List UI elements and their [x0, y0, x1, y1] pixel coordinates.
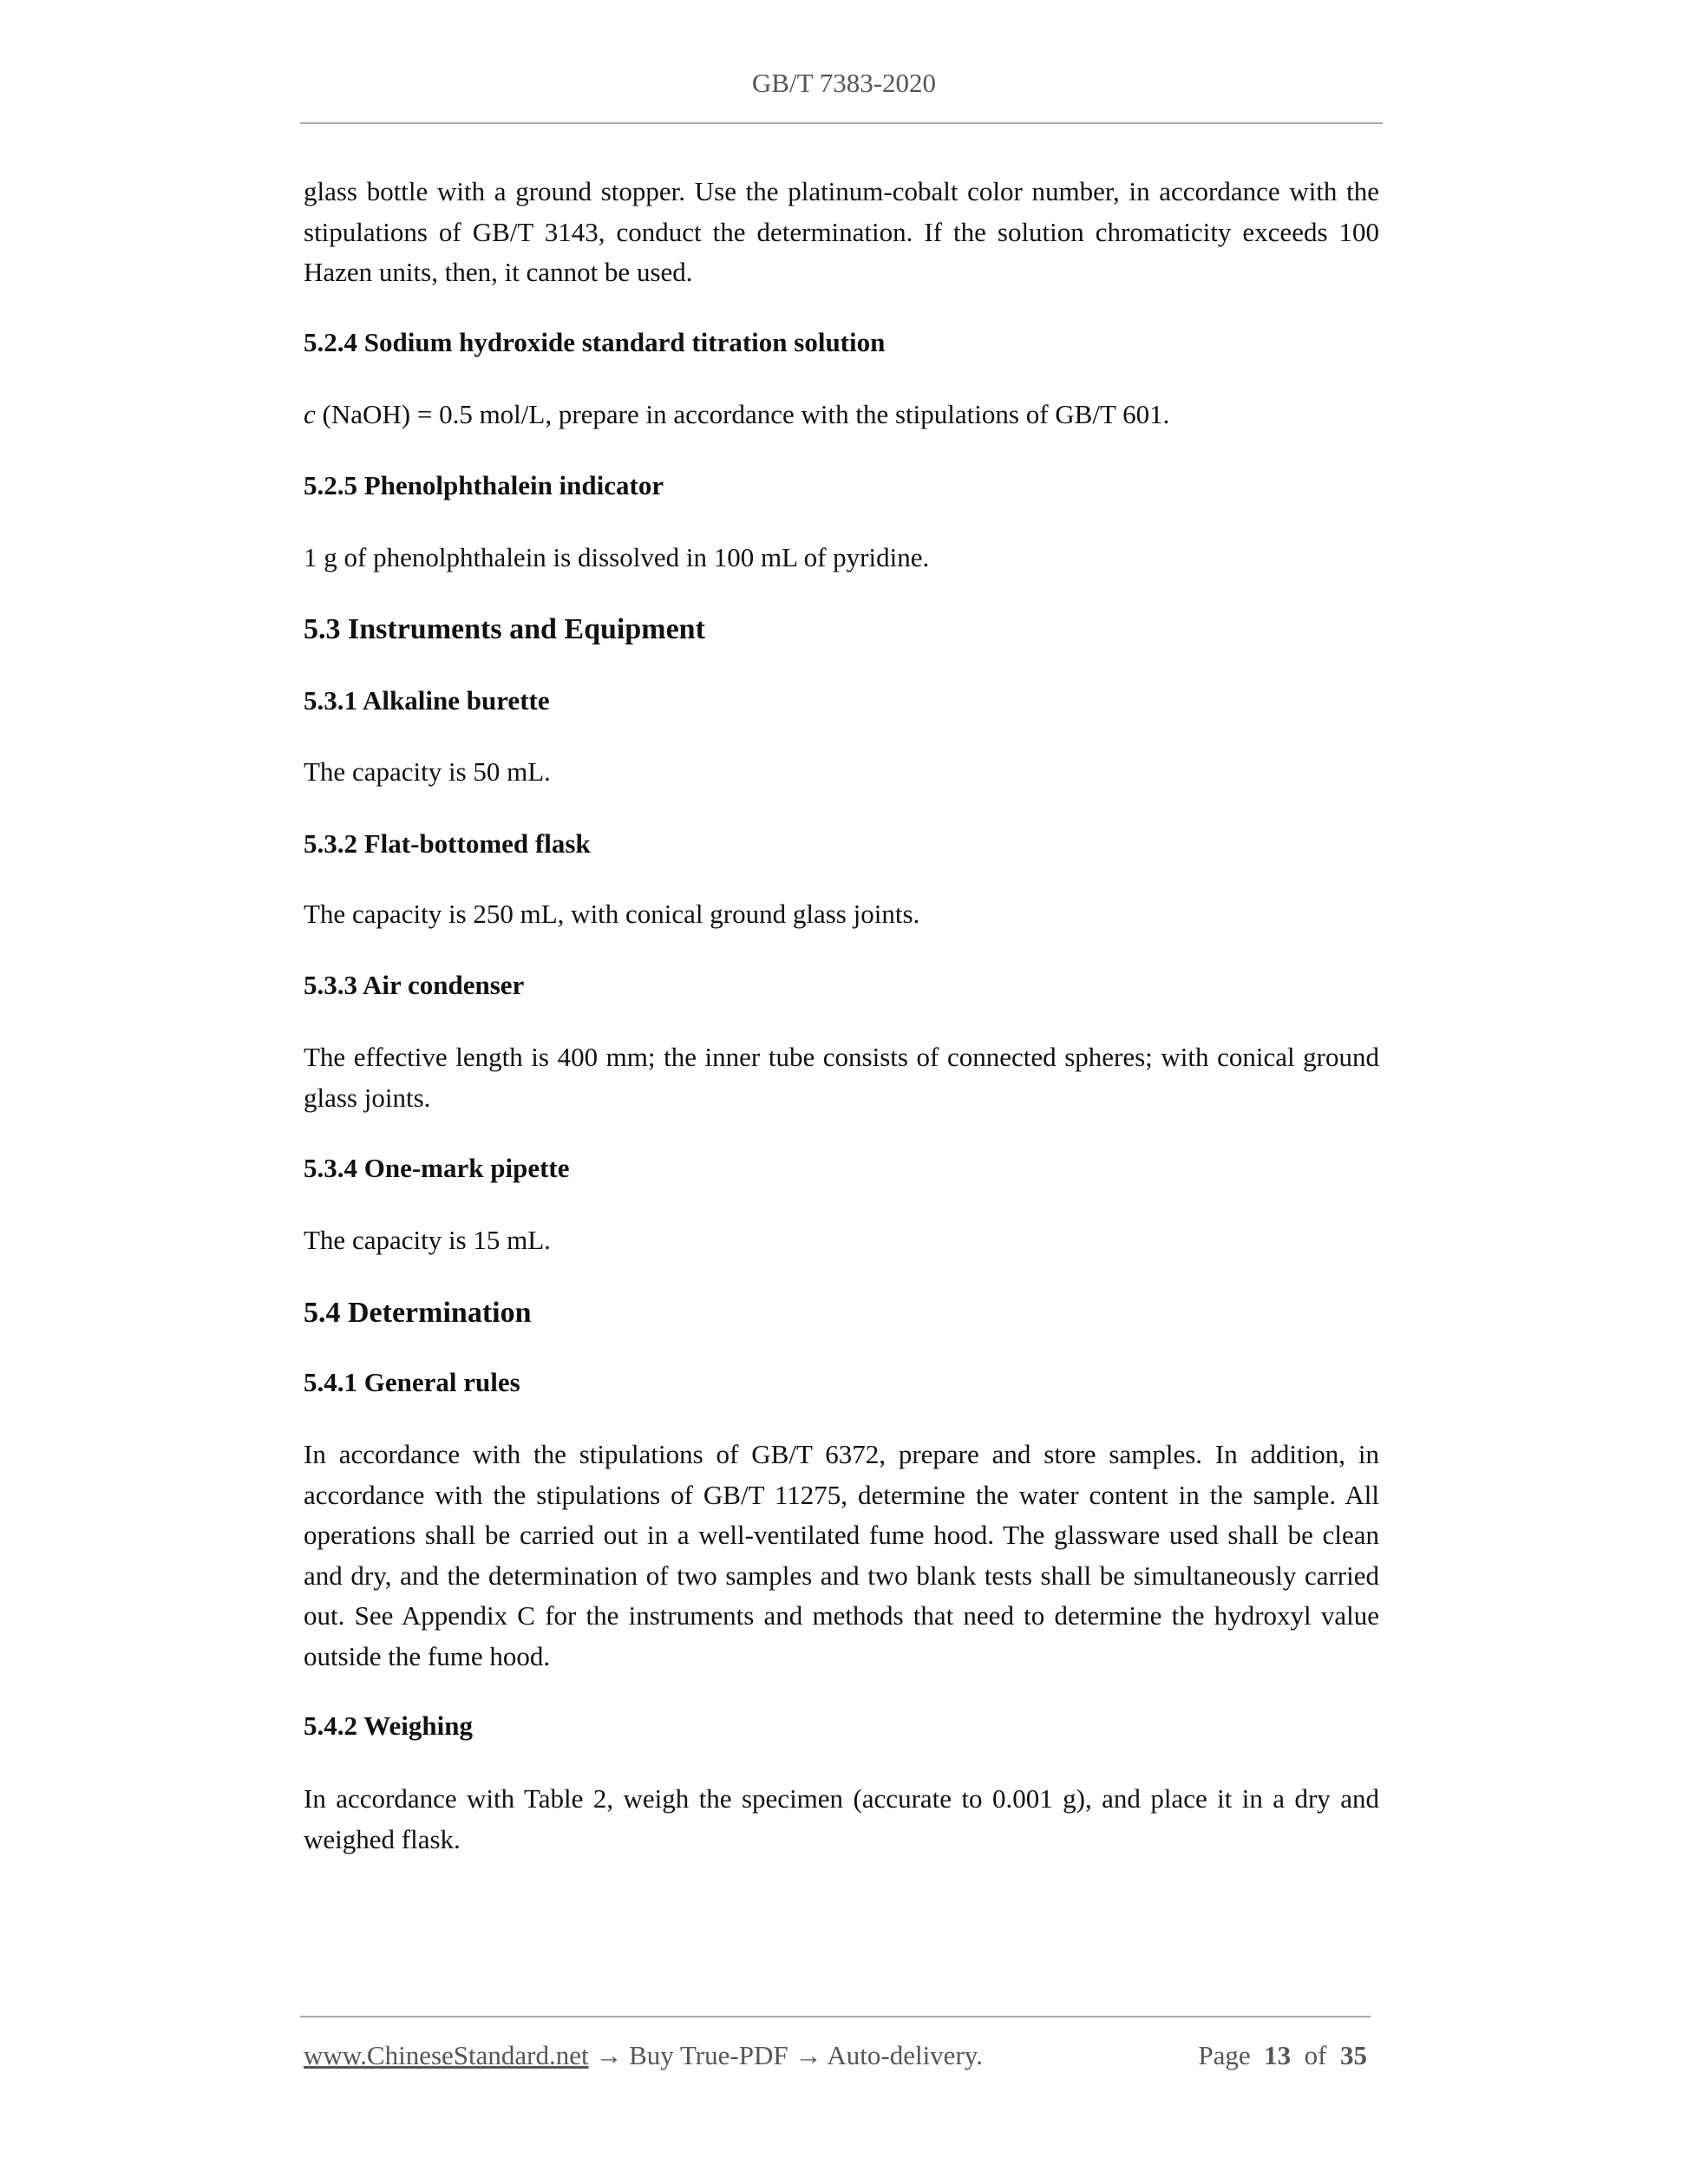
- footer-divider: [300, 2016, 1371, 2017]
- header-title: GB/T 7383-2020: [751, 68, 937, 98]
- page-label: Page: [1198, 2040, 1251, 2070]
- paragraph-text: (NaOH) = 0.5 mol/L, prepare in accordance with the stipulations of GB/T 601.: [315, 399, 1170, 429]
- section-heading: 5.4.2 Weighing: [304, 1710, 473, 1741]
- concentration-symbol: c: [304, 399, 316, 429]
- section-heading: 5.4 Determination: [304, 1297, 532, 1329]
- section-heading: 5.3.4 One-mark pipette: [304, 1153, 570, 1183]
- paragraph: 1 g of phenolphthalein is dissolved in 100 mL of pyridine.: [304, 542, 930, 572]
- paragraph: The capacity is 250 mL, with conical ground glass joints.: [304, 899, 920, 929]
- footer-promo: [304, 2040, 983, 2071]
- header-divider: [300, 122, 1383, 124]
- website-link[interactable]: www.ChineseStandard.net: [304, 2040, 589, 2070]
- section-heading: 5.3.2 Flat-bottomed flask: [304, 828, 591, 859]
- current-page: 13: [1264, 2040, 1292, 2070]
- section-heading: 5.2.5 Phenolphthalein indicator: [304, 470, 664, 500]
- paragraph: [304, 395, 1379, 435]
- section-heading: 5.3.3 Air condenser: [304, 970, 525, 1000]
- paragraph: In accordance with the stipulations of GB/T 6372, prepare and store samples. In addition, in accordance with the stipulations of GB/T 11275, determine the water content in the sample. All operations shall be carried out in a well-ventilated fume hood. The glassware used shall be clean and dry, and the determination of two samples and two blank tests shall be simultaneously carried out. See Appendix C for the instruments and methods that need to determine the hydroxyl value outside the fume hood.: [304, 1439, 1379, 1671]
- paragraph: In accordance with Table 2, weigh the specimen (accurate to 0.001 g), and place it in a dry and weighed flask.: [304, 1783, 1379, 1854]
- section-heading: 5.3.1 Alkaline burette: [304, 685, 550, 716]
- page-number: [1198, 2040, 1367, 2071]
- footer-text: → Buy True-PDF → Auto-delivery.: [588, 2040, 983, 2070]
- section-heading: 5.4.1 General rules: [304, 1367, 520, 1397]
- paragraph: The effective length is 400 mm; the inner tube consists of connected spheres; with conical ground glass joints.: [304, 1042, 1379, 1113]
- section-heading: 5.3 Instruments and Equipment: [304, 613, 705, 645]
- paragraph: glass bottle with a ground stopper. Use the platinum-cobalt color number, in accordance with the stipulations of GB/T 3143, conduct the determination. If the solution chromaticity exceeds 100 Hazen units, then, it cannot be used.: [304, 176, 1379, 287]
- paragraph: The capacity is 15 mL.: [304, 1225, 551, 1255]
- section-heading: 5.2.4 Sodium hydroxide standard titration solution: [304, 327, 886, 357]
- of-label: of: [1304, 2040, 1327, 2070]
- paragraph: The capacity is 50 mL.: [304, 756, 551, 787]
- total-pages: 35: [1340, 2040, 1367, 2070]
